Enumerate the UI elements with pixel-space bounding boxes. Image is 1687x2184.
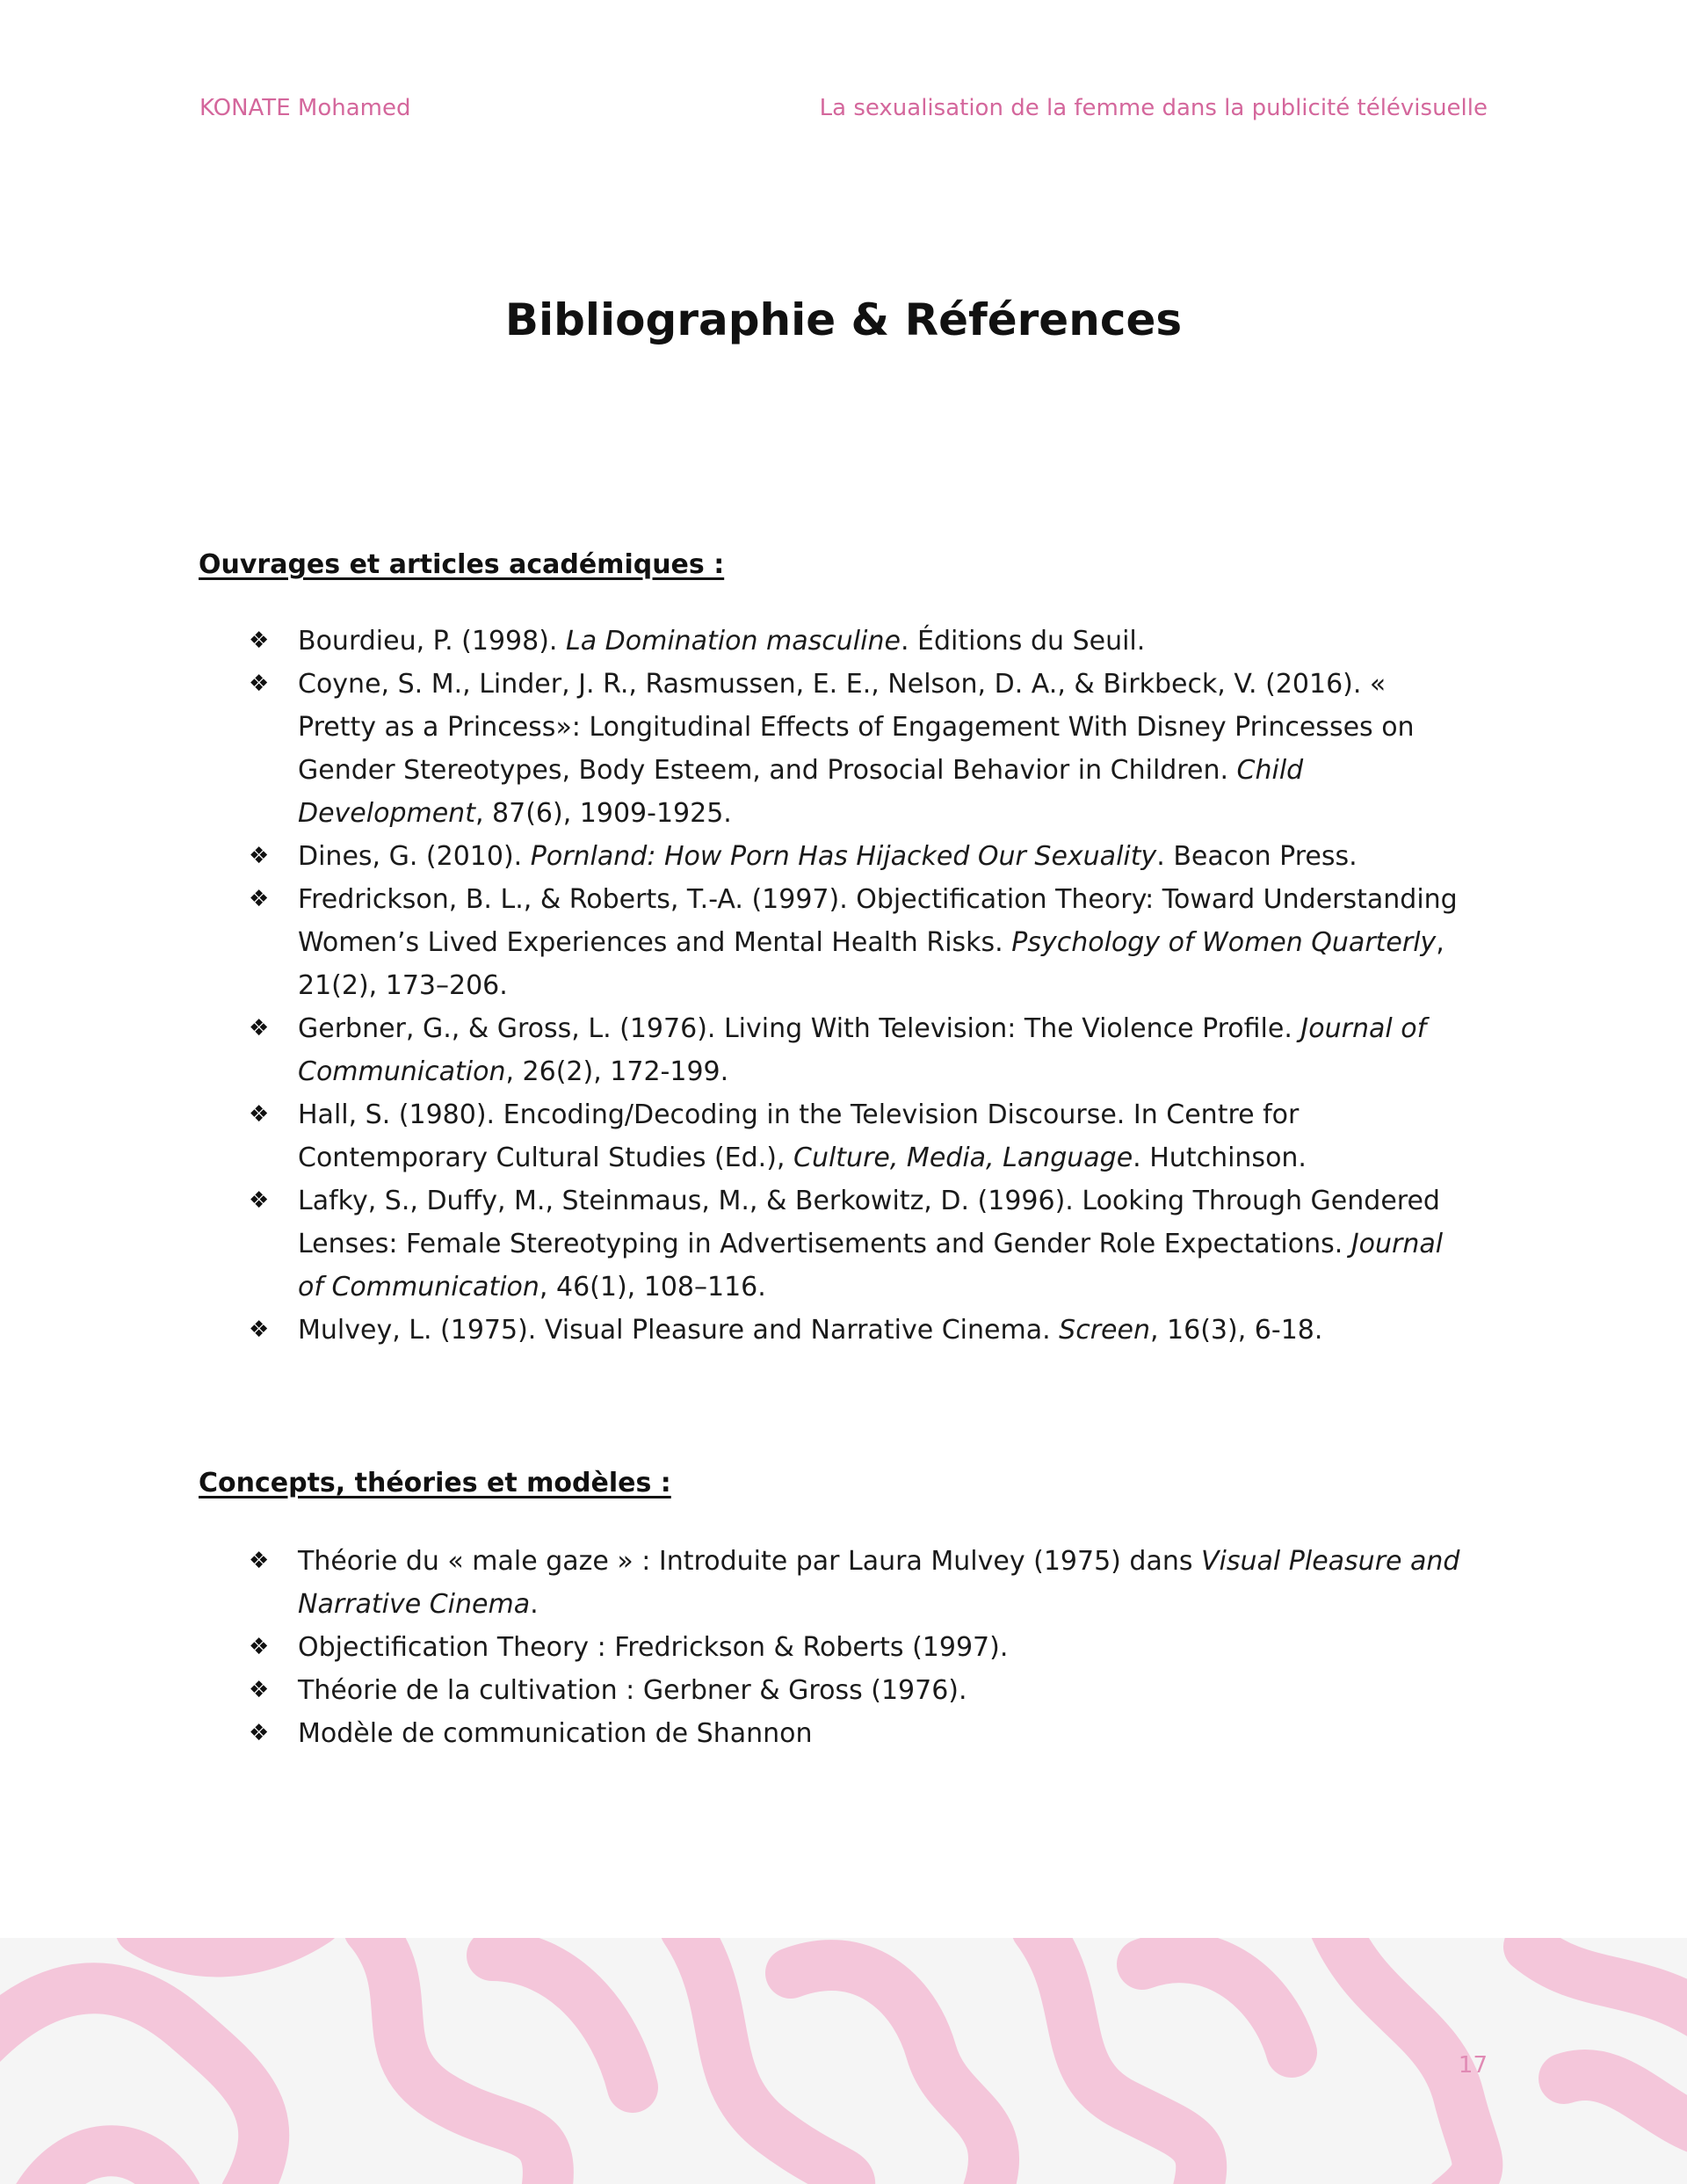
section-heading-concepts: Concepts, théories et modèles : xyxy=(199,1468,671,1498)
header-author: KONATE Mohamed xyxy=(199,95,411,121)
diamond-bullet-icon: ❖ xyxy=(249,1101,270,1128)
list-item: ❖ Théorie du « male gaze » : Introduite par Laura Mulvey (1975) dans Visual Pleasure and Narrative Cinema. xyxy=(0,1540,1687,1626)
diamond-bullet-icon: ❖ xyxy=(249,843,270,869)
decorative-footer-pattern xyxy=(0,1938,1687,2184)
header-document-title: La sexualisation de la femme dans la publicité télévisuelle xyxy=(819,95,1488,121)
squiggle-pattern-icon xyxy=(0,1938,1687,2184)
list-item: ❖ Hall, S. (1980). Encoding/Decoding in the Television Discourse. In Centre for Contemporary Cultural Studies (Ed.), Culture, Media, Language. Hutchinson. xyxy=(0,1093,1687,1179)
list-item: ❖ Gerbner, G., & Gross, L. (1976). Living With Television: The Violence Profile. Journal of Communication, 26(2), 172-199. xyxy=(0,1007,1687,1093)
page-number: 17 xyxy=(1458,2052,1488,2079)
list-item: ❖ Objectification Theory : Fredrickson & Roberts (1997). xyxy=(0,1626,1687,1669)
diamond-bullet-icon: ❖ xyxy=(249,1720,270,1746)
list-item: ❖ Lafky, S., Duffy, M., Steinmaus, M., & Berkowitz, D. (1996). Looking Through Gendered Lenses: Female Stereotyping in Advertisements and Gender Role Expectations. Journal of Communication, 46(1), 108–116. xyxy=(0,1179,1687,1309)
list-item: ❖ Théorie de la cultivation : Gerbner & Gross (1976). xyxy=(0,1669,1687,1712)
list-item: ❖ Coyne, S. M., Linder, J. R., Rasmussen, E. E., Nelson, D. A., & Birkbeck, V. (2016). « Pretty as a Princess»: Longitudinal Effects of Engagement With Disney Princesses on Gender Stereotypes, Body Esteem, and Prosocial Behavior in Children. Child Development, 87(6), 1909-1925. xyxy=(0,663,1687,835)
list-item: ❖ Mulvey, L. (1975). Visual Pleasure and Narrative Cinema. Screen, 16(3), 6-18. xyxy=(0,1309,1687,1352)
list-item: ❖ Bourdieu, P. (1998). La Domination masculine. Éditions du Seuil. xyxy=(0,620,1687,663)
page-title: Bibliographie & Références xyxy=(504,294,1183,345)
diamond-bullet-icon: ❖ xyxy=(249,628,270,654)
list-item: ❖ Dines, G. (2010). Pornland: How Porn Has Hijacked Our Sexuality. Beacon Press. xyxy=(0,835,1687,878)
section-heading-academic: Ouvrages et articles académiques : xyxy=(199,549,725,580)
diamond-bullet-icon: ❖ xyxy=(249,1317,270,1343)
diamond-bullet-icon: ❖ xyxy=(249,1015,270,1041)
diamond-bullet-icon: ❖ xyxy=(249,886,270,912)
diamond-bullet-icon: ❖ xyxy=(249,1677,270,1703)
concepts-list xyxy=(0,1540,1687,1755)
diamond-bullet-icon: ❖ xyxy=(249,1634,270,1660)
list-item: ❖ Fredrickson, B. L., & Roberts, T.-A. (1997). Objectification Theory: Toward Understanding Women’s Lived Experiences and Mental Health Risks. Psychology of Women Quarterly, 21(2), 173–206. xyxy=(0,878,1687,1007)
diamond-bullet-icon: ❖ xyxy=(249,671,270,697)
list-item: ❖ Modèle de communication de Shannon xyxy=(0,1712,1687,1755)
academic-reference-list xyxy=(0,620,1687,1352)
diamond-bullet-icon: ❖ xyxy=(249,1548,270,1574)
diamond-bullet-icon: ❖ xyxy=(249,1187,270,1214)
